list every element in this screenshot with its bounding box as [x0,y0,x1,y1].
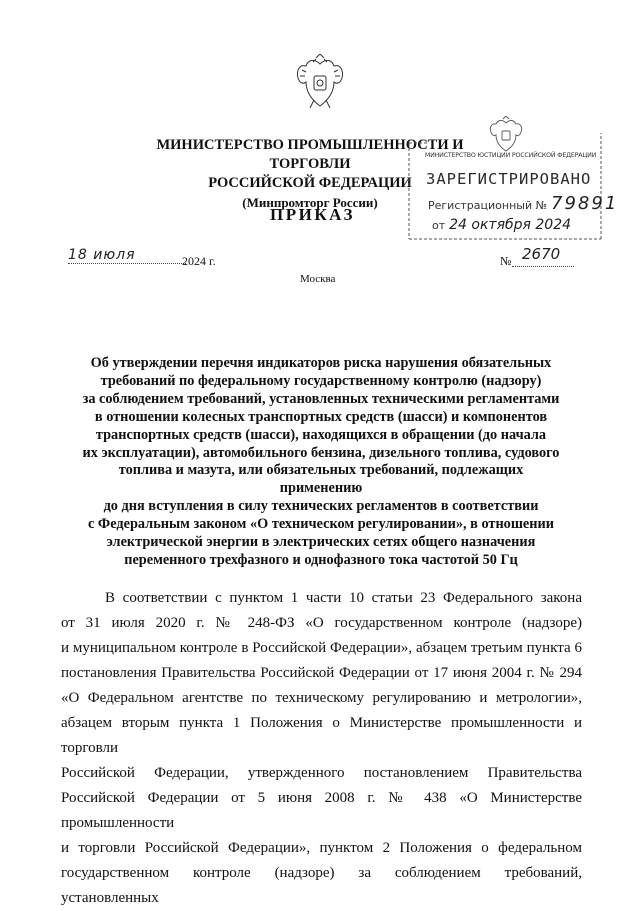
order-number-prefix: № [500,254,512,268]
subject-line: переменного трехфазного и однофазного тока частотой 50 Гц [124,551,518,568]
subject-line: требований по федеральному государственному контролю (надзору) [100,372,542,389]
stamp-reg-number: 79891 [551,193,619,214]
body-line: абзацем вторым пункта 1 Положения о Министерстве промышленности и торговли [61,715,582,756]
city: Москва [300,273,336,285]
body-paragraph [61,586,582,911]
document-type-title: ПРИКАЗ [270,205,355,224]
subject-line: в отношении колесных транспортных средств (шасси) и компонентов [94,408,548,425]
body-line: и муниципальном контроле в Российской Федерации», абзацем третьим пункта 6 [61,640,582,656]
stamp-reg-label: Регистрационный № [428,199,548,212]
ministry-name-line2: РОССИЙСКОЙ ФЕДЕРАЦИИ [208,175,412,191]
body-line: и торговли Российской Федерации», пунктом 2 Положения о федеральном [61,840,582,856]
subject-line: топлива и мазута, или обязательных требований, подлежащих применению [118,462,524,497]
stamp-organization: МИНИСТЕРСТВО ЮСТИЦИИ РОССИЙСКОЙ ФЕДЕРАЦИИ [424,152,597,159]
order-subject [76,355,566,570]
stamp-emblem-icon [488,116,524,154]
body-line: от 31 июля 2020 г. № 248-ФЗ «О государственном контроле (надзоре) [61,615,582,631]
ministry-name-line1: МИНИСТЕРСТВО ПРОМЫШЛЕННОСТИ И ТОРГОВЛИ [156,137,464,172]
subject-line: их эксплуатации), автомобильного бензина, дизельного топлива, судового [82,444,560,461]
stamp-date-value: 24 октября 2024 [449,217,572,233]
order-number-handwritten: 2670 [522,245,561,263]
stamp-status: ЗАРЕГИСТРИРОВАНО [426,170,592,188]
body-line: Российской Федерации, утвержденного постановлением Правительства [61,765,582,781]
stamp-reg-number-row [428,193,618,214]
order-year: 2024 г. [182,254,216,268]
body-line: государственном контроле (надзоре) за соблюдением требований, установленных [61,865,582,906]
subject-line: транспортных средств (шасси), находящихся в обращении (до начала [95,426,547,443]
number-underline [512,266,574,267]
body-line: «О Федеральном агентстве по техническому регулированию и метрологии», [61,690,582,706]
body-line: Российской Федерации от 5 июня 2008 г. № 438 «О Министерстве промышленности [61,790,582,831]
subject-line: до дня вступления в силу технических регламентов в соответствии [103,498,539,515]
coat-of-arms-icon [294,54,346,112]
body-line: постановления Правительства Российской Федерации от 17 июня 2004 г. № 294 [61,665,582,681]
body-line: В соответствии с пунктом 1 части 10 статьи 23 Федерального закона [105,590,582,606]
subject-line: электрической энергии в электрических сетях общего назначения [106,534,536,551]
order-date-handwritten: 18 июля [68,247,136,263]
subject-line: Об утверждении перечня индикаторов риска нарушения обязательных [90,355,552,371]
date-underline [68,263,186,264]
subject-line: с Федеральным законом «О техническом регулировании», в отношении [88,516,554,533]
subject-line: за соблюдением требований, установленных техническими регламентами [82,390,560,407]
stamp-date-row [432,216,571,234]
ministry-short-name: (Минпромторг России) [242,195,378,210]
stamp-date-label: от [432,219,446,232]
